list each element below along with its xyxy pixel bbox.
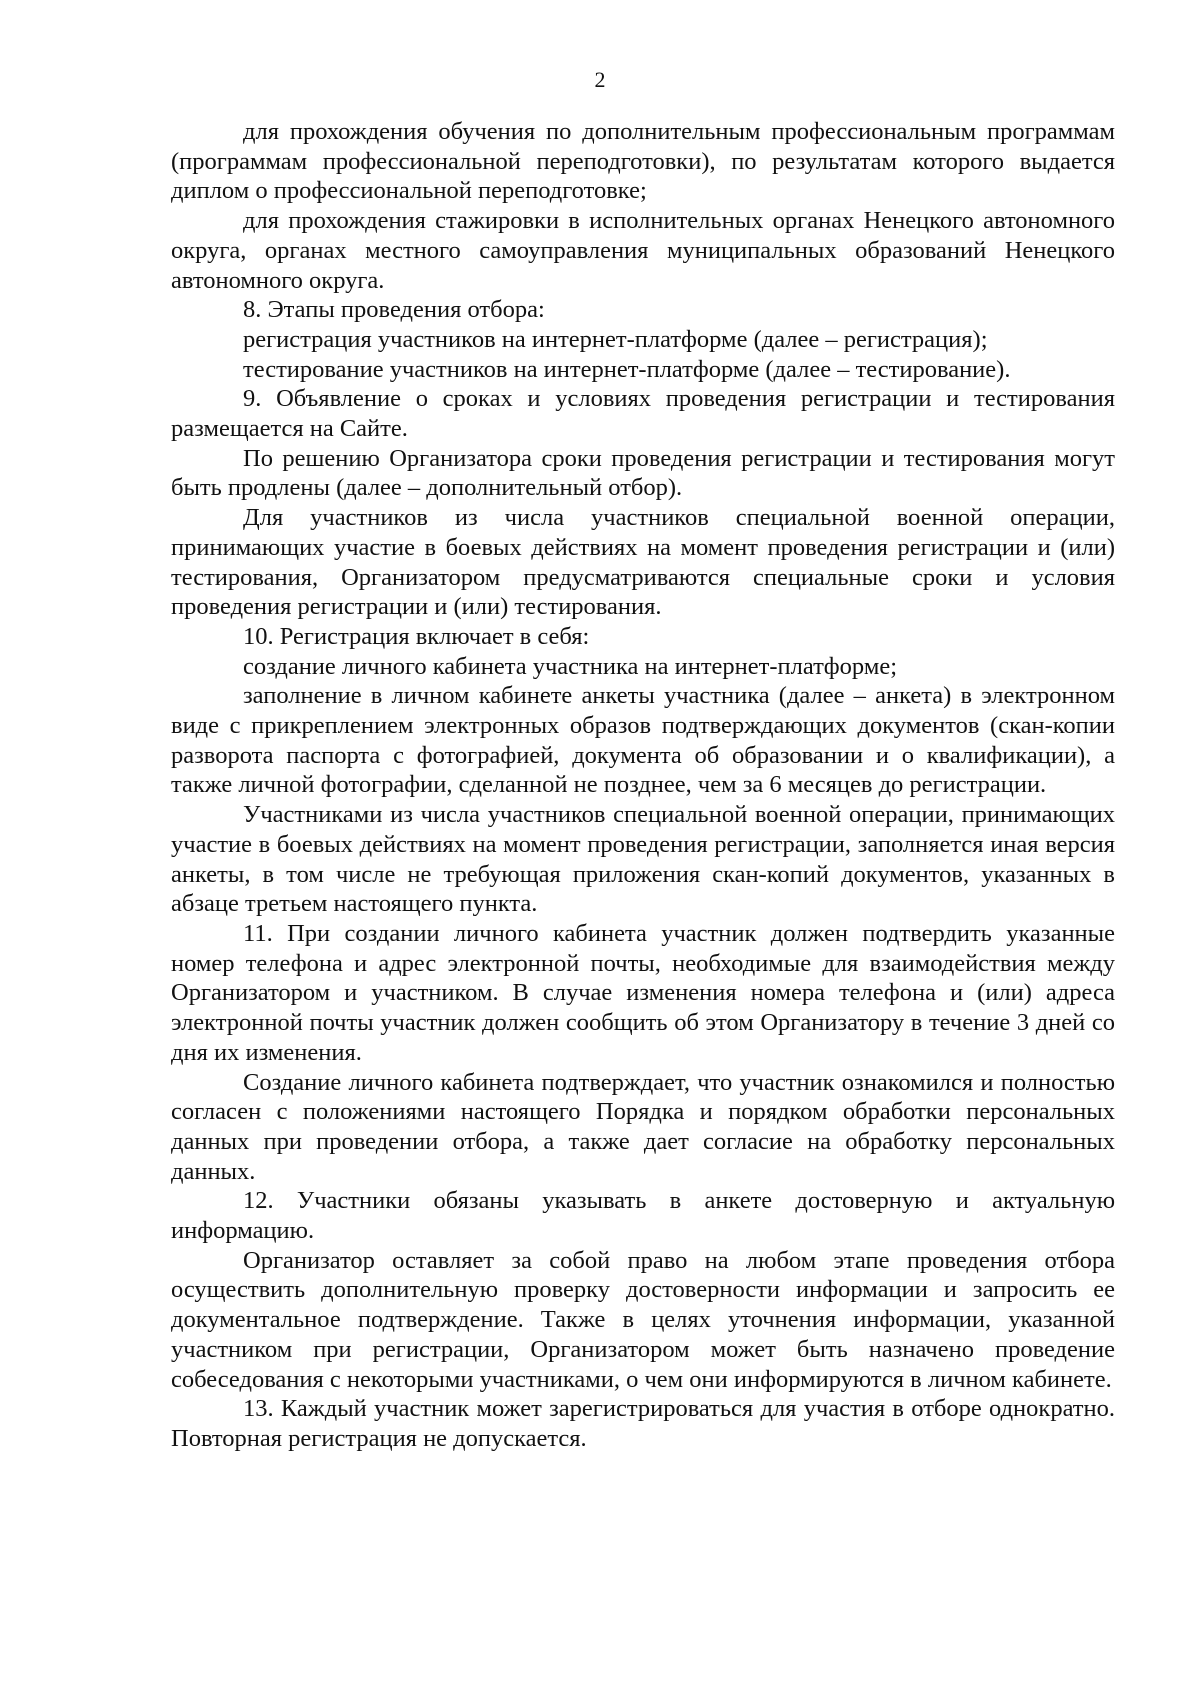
paragraph-questionnaire: заполнение в личном кабинете анкеты участника (далее – анкета) в электронном виде с прикреплением электронных образов подтверждающих документов (скан-копии разворота паспорта с фотографией, документа об образовании и о квалификации), а также личной фотографии, сделанной не позднее, чем за 6 месяцев до регистрации. xyxy=(171,682,1115,799)
paragraph-personal-account: создание личного кабинета участника на интернет-платформе; xyxy=(243,652,897,680)
paragraph-testing-stage: тестирование участников на интернет-платформе (далее – тестирование). xyxy=(243,355,1011,383)
page-number: 2 xyxy=(594,67,606,92)
paragraph-item-11-contacts: 11. При создании личного кабинета участник должен подтвердить указанные номер телефона и адрес электронной почты, необходимые для взаимодействия между Организатором и участником. В случае изменения номера телефона и (или) адреса электронной почты участник должен сообщить об этом Организатору в течение 3 дней со дня их изменения. xyxy=(171,919,1115,1066)
paragraph-extension: По решению Организатора сроки проведения регистрации и тестирования могут быть продлены (далее – дополнительный отбор). xyxy=(171,444,1115,502)
paragraph-item-9-announcement: 9. Объявление о сроках и условиях проведения регистрации и тестирования размещается на Сайте. xyxy=(171,385,1115,443)
paragraph-registration-stage: регистрация участников на интернет-платформе (далее – регистрация); xyxy=(243,325,988,353)
paragraph-internship: для прохождения стажировки в исполнительных органах Ненецкого автономного округа, органах местного самоуправления муниципальных образований Ненецкого автономного округа. xyxy=(171,207,1115,294)
paragraph-verification: Организатор оставляет за собой право на любом этапе проведения отбора осуществить дополнительную проверку достоверности информации и запросить ее документальное подтверждение. Также в целях уточнения информации, указанной участником при регистрации, Организатором может быть назначено проведение собеседования с некоторыми участниками, о чем они информируются в личном кабинете. xyxy=(171,1246,1115,1393)
document-body xyxy=(171,117,1115,1454)
paragraph-item-8-stages: 8. Этапы проведения отбора: xyxy=(243,296,545,324)
paragraph-item-13-single-registration: 13. Каждый участник может зарегистрироваться для участия в отборе однократно. Повторная регистрация не допускается. xyxy=(171,1395,1115,1452)
paragraph-retraining-program: для прохождения обучения по дополнительным профессиональным программам (программам профессиональной переподготовки), по результатам которого выдается диплом о профессиональной переподготовке; xyxy=(171,118,1115,205)
paragraph-item-12-accuracy: 12. Участники обязаны указывать в анкете достоверную и актуальную информацию. xyxy=(171,1187,1115,1245)
paragraph-consent: Создание личного кабинета подтверждает, что участник ознакомился и полностью согласен с положениями настоящего Порядка и порядком обработки персональных данных при проведении отбора, а также дает согласие на обработку персональных данных. xyxy=(171,1068,1115,1185)
paragraph-svo-special-terms: Для участников из числа участников специальной военной операции, принимающих участие в боевых действиях на момент проведения регистрации и (или) тестирования, Организатором предусматриваются специальные сроки и условия проведения регистрации и (или) тестирования. xyxy=(171,504,1115,621)
paragraph-item-10-registration: 10. Регистрация включает в себя: xyxy=(243,622,590,650)
paragraph-svo-questionnaire: Участниками из числа участников специальной военной операции, принимающих участие в боевых действиях на момент проведения регистрации, заполняется иная версия анкеты, в том числе не требующая приложения скан-копий документов, указанных в абзаце третьем настоящего пункта. xyxy=(171,801,1115,918)
